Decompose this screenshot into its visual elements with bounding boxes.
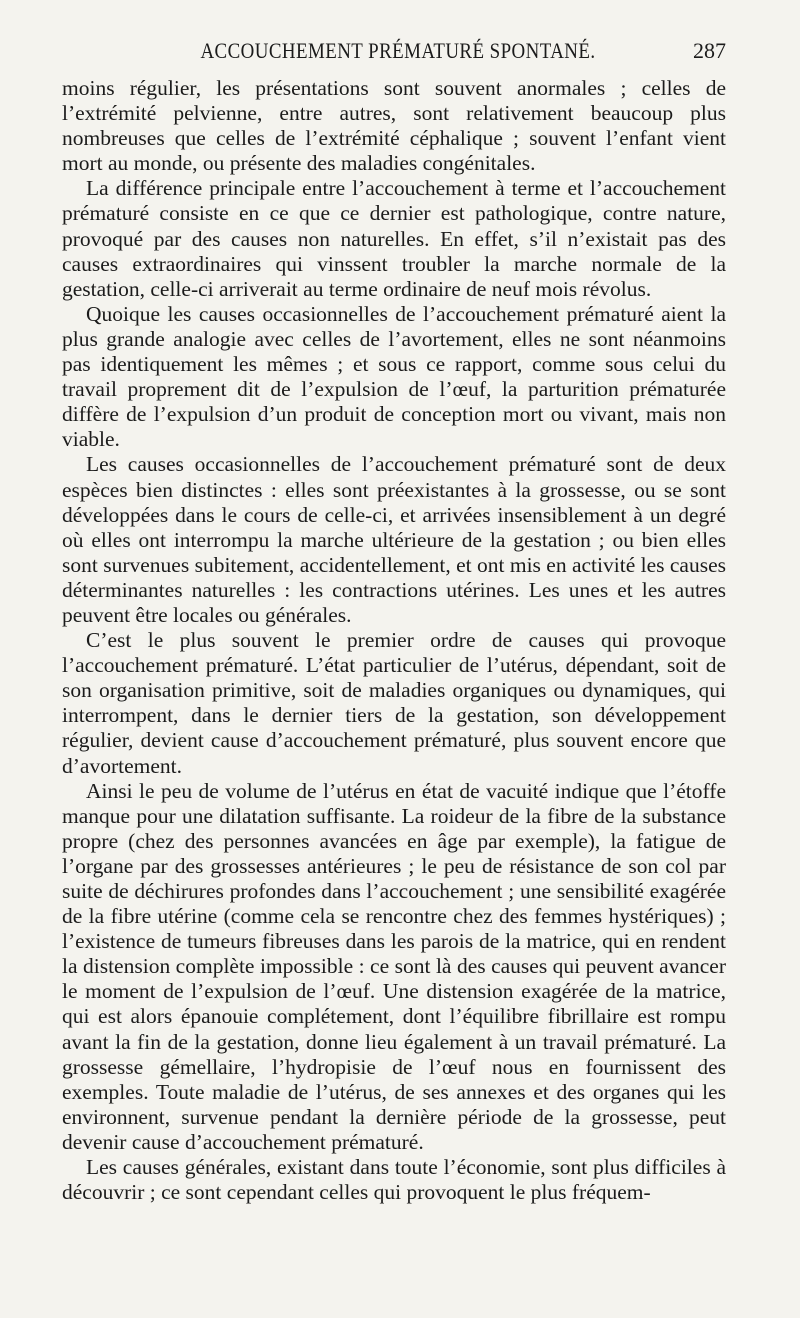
paragraph: Les causes générales, existant dans toute l’économie, sont plus difficiles à découvrir ; ce sont cependant celles qui provoquent le plus fréquem- xyxy=(62,1155,726,1205)
body-text xyxy=(62,76,726,1205)
paragraph-continuation: moins régulier, les présentations sont souvent anormales ; celles de l’extrémité pelvienne, entre autres, sont relativement beaucoup plus nombreuses que celles de l’extrémité céphalique ; souvent l’enfant vient mort au monde, ou présente des maladies congénitales. xyxy=(62,76,726,176)
paragraph: La différence principale entre l’accouchement à terme et l’accouchement prématuré consiste en ce que ce dernier est pathologique, contre nature, provoqué par des causes non naturelles. En effet, s’il n’existait pas des causes extraordinaires qui vinssent troubler la marche normale de la gestation, celle-ci arriverait au terme ordinaire de neuf mois révolus. xyxy=(62,176,726,301)
page-number: 287 xyxy=(693,38,726,63)
paragraph: Ainsi le peu de volume de l’utérus en état de vacuité indique que l’étoffe manque pour une dilatation suffisante. La roideur de la fibre de la substance propre (chez des personnes avancées en âge par exemple), la fatigue de l’organe par des grossesses antérieures ; le peu de résistance de son col par suite de déchirures profondes dans l’accouchement ; une sensibilité exagérée de la fibre utérine (comme cela se rencontre chez des femmes hystériques) ; l’existence de tumeurs fibreuses dans les parois de la matrice, qui en rendent la distension complète impossible : ce sont là des causes qui peuvent avancer le moment de l’expulsion de l’œuf. Une distension exagérée de la matrice, qui est alors épanouie complétement, dont l’équilibre fibrillaire est rompu avant la fin de la gestation, donne lieu également à un travail prématuré. La grossesse gémellaire, l’hydropisie de l’œuf nous en fournissent des exemples. Toute maladie de l’utérus, de ses annexes et des organes qui les environnent, survenue pendant la dernière période de la grossesse, peut devenir cause d’accouchement prématuré. xyxy=(62,778,726,1154)
page-header xyxy=(62,38,734,70)
paragraph: Quoique les causes occasionnelles de l’accouchement prématuré aient la plus grande analogie avec celles de l’avortement, elles ne sont néanmoins pas identiquement les mêmes ; et sous ce rapport, comme sous celui du travail proprement dit de l’expulsion de l’œuf, la parturition prématurée diffère de l’expulsion d’un produit de conception mort ou vivant, mais non viable. xyxy=(62,301,726,452)
paragraph: Les causes occasionnelles de l’accouchement prématuré sont de deux espèces bien distinctes : elles sont préexistantes à la grossesse, ou se sont développées dans le cours de celle-ci, et arrivées insensiblement à un degré où elles ont interrompu la marche ultérieure de la gestation ; ou bien elles sont survenues subitement, accidentellement, et ont mis en activité les causes déterminantes naturelles : les contractions utérines. Les unes et les autres peuvent être locales ou générales. xyxy=(62,452,726,627)
running-title: ACCOUCHEMENT PRÉMATURÉ SPONTANÉ. xyxy=(200,38,596,63)
paragraph: C’est le plus souvent le premier ordre de causes qui provoque l’accouchement prématuré. L’état particulier de l’utérus, dépendant, soit de son organisation primitive, soit de maladies organiques ou dynamiques, qui interrompent, dans le dernier tiers de la gestation, son développement régulier, devient cause d’accouchement prématuré, plus souvent encore que d’avortement. xyxy=(62,628,726,778)
